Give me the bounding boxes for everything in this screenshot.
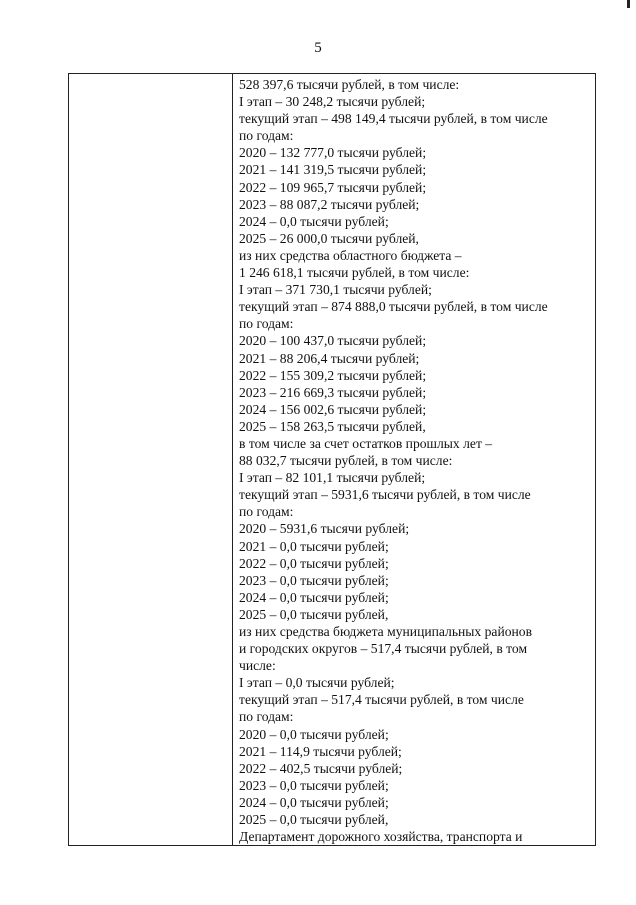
text-line: 2022 – 109 965,7 тысячи рублей; — [239, 179, 427, 195]
page-number: 5 — [314, 40, 322, 56]
text-line: 2021 – 88 206,4 тысячи рублей; — [239, 350, 420, 366]
text-line: по годам: — [239, 504, 294, 520]
text-line: I этап – 82 101,1 тысячи рублей; — [239, 470, 426, 486]
text-line: текущий этап – 874 888,0 тысячи рублей, в том числе — [239, 299, 548, 315]
text-line: 2021 – 0,0 тысячи рублей; — [239, 538, 389, 554]
text-line: 2020 – 132 777,0 тысячи рублей; — [239, 145, 427, 161]
text-line: 2024 – 0,0 тысячи рублей; — [239, 589, 389, 605]
text-line: 2022 – 0,0 тысячи рублей; — [239, 555, 389, 571]
text-line: 2020 – 0,0 тысячи рублей; — [239, 726, 389, 742]
text-line: 2025 – 0,0 тысячи рублей, — [239, 812, 389, 828]
text-line: числе: — [239, 658, 276, 674]
column-divider — [232, 74, 233, 845]
scan-mark — [627, 0, 630, 8]
text-line: 2021 – 141 319,5 тысячи рублей; — [239, 162, 427, 178]
text-line: из них средства областного бюджета – — [239, 247, 462, 263]
text-line: 2024 – 0,0 тысячи рублей; — [239, 213, 389, 229]
text-line: 2023 – 216 669,3 тысячи рублей; — [239, 384, 427, 400]
text-line: из них средства бюджета муниципальных районов — [239, 624, 533, 639]
text-line: 2024 – 0,0 тысячи рублей; — [239, 794, 389, 810]
text-line: 1 246 618,1 тысячи рублей, в том числе: — [239, 265, 470, 281]
text-line: Департамент дорожного хозяйства, транспорта и — [239, 829, 523, 845]
funding-text-column — [239, 76, 594, 845]
text-line: 2025 – 0,0 тысячи рублей, — [239, 606, 389, 622]
text-line: 88 032,7 тысячи рублей, в том числе: — [239, 453, 453, 469]
text-line: 2021 – 114,9 тысячи рублей; — [239, 743, 402, 759]
text-line: 2025 – 158 263,5 тысячи рублей, — [239, 418, 426, 434]
text-line: по годам: — [239, 316, 294, 332]
text-line: I этап – 0,0 тысячи рублей; — [239, 675, 395, 691]
text-line: текущий этап – 5931,6 тысячи рублей, в том числе — [239, 487, 531, 503]
text-line: и городских округов – 517,4 тысячи рублей, в том — [239, 641, 528, 657]
text-line: I этап – 30 248,2 тысячи рублей; — [239, 94, 426, 110]
text-line: 2023 – 88 087,2 тысячи рублей; — [239, 196, 420, 212]
text-line: 2024 – 156 002,6 тысячи рублей; — [239, 401, 427, 417]
text-line: I этап – 371 730,1 тысячи рублей; — [239, 282, 432, 298]
text-line: 2023 – 0,0 тысячи рублей; — [239, 777, 389, 793]
text-line: в том числе за счет остатков прошлых лет – — [239, 435, 493, 451]
text-line: текущий этап – 498 149,4 тысячи рублей, в том числе — [239, 111, 548, 127]
text-line: 2022 – 155 309,2 тысячи рублей; — [239, 367, 427, 383]
text-line: текущий этап – 517,4 тысячи рублей, в том числе — [239, 692, 524, 708]
text-line: по годам: — [239, 128, 294, 144]
text-line: 528 397,6 тысячи рублей, в том числе: — [239, 77, 460, 92]
text-line: 2025 – 26 000,0 тысячи рублей, — [239, 230, 419, 246]
text-line: 2020 – 5931,6 тысячи рублей; — [239, 521, 410, 537]
text-line: 2022 – 402,5 тысячи рублей; — [239, 760, 403, 776]
text-line: 2023 – 0,0 тысячи рублей; — [239, 572, 389, 588]
text-line: 2020 – 100 437,0 тысячи рублей; — [239, 333, 427, 349]
document-table — [68, 73, 596, 846]
text-line: по годам: — [239, 709, 294, 725]
